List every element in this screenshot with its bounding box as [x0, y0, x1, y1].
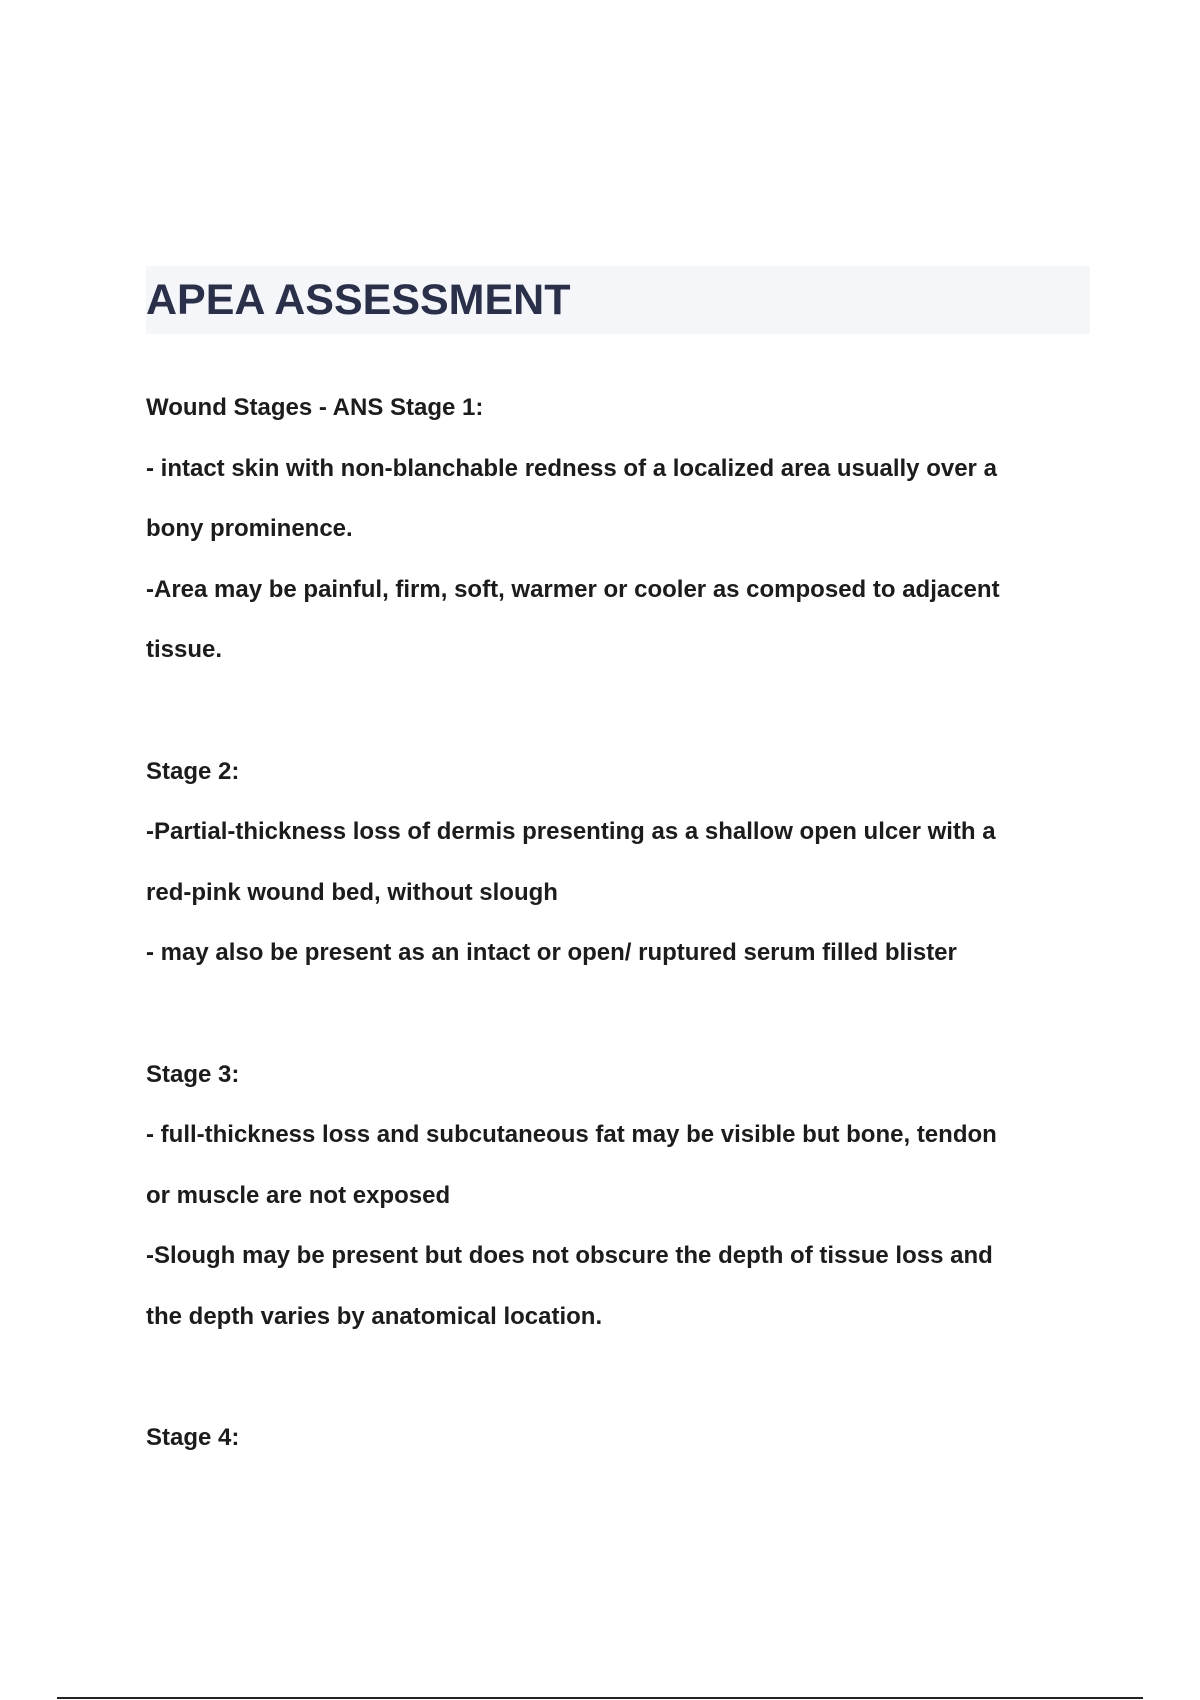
- paragraph-spacer: [146, 1348, 1106, 1409]
- stage-2-line: -Partial-thickness loss of dermis presenting as a shallow open ulcer with a: [146, 818, 996, 846]
- stage-4-heading: Stage 4:: [146, 1424, 240, 1452]
- stage-3-line: - full-thickness loss and subcutaneous fat may be visible but bone, tendon: [146, 1121, 997, 1149]
- stage-3-heading: Stage 3:: [146, 1060, 240, 1088]
- paragraph-spacer: [146, 681, 1106, 742]
- stage-1-line: -Area may be painful, firm, soft, warmer or cooler as composed to adjacent: [146, 575, 1000, 603]
- stage-3-line: or muscle are not exposed: [146, 1181, 451, 1209]
- paragraph-spacer: [146, 984, 1106, 1045]
- page-title: APEA ASSESSMENT: [146, 276, 571, 324]
- stage-2-line: - may also be present as an intact or open/ ruptured serum filled blister: [146, 939, 957, 967]
- stage-3-line: the depth varies by anatomical location.: [146, 1302, 603, 1330]
- stage-1-line: tissue.: [146, 636, 223, 664]
- stage-2-line: red-pink wound bed, without slough: [146, 878, 558, 906]
- stage-3-line: -Slough may be present but does not obscure the depth of tissue loss and: [146, 1242, 993, 1270]
- stage-1-line: bony prominence.: [146, 515, 353, 543]
- document-body: [146, 378, 1106, 1469]
- stage-1-heading: Wound Stages - ANS Stage 1:: [146, 394, 484, 421]
- footer-divider: [57, 1697, 1143, 1699]
- stage-2-heading: Stage 2:: [146, 757, 240, 785]
- stage-1-line: - intact skin with non-blanchable redness of a localized area usually over a: [146, 454, 997, 482]
